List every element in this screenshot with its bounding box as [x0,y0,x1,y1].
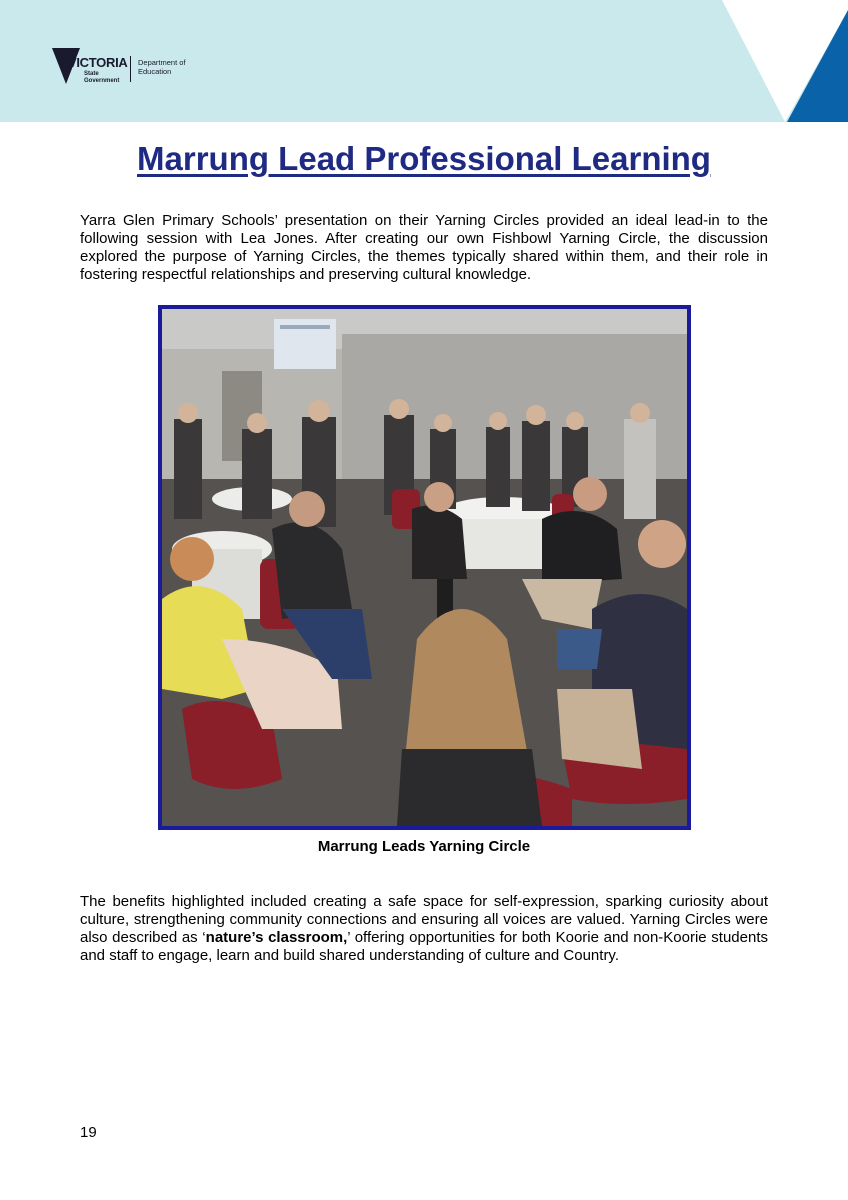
intro-paragraph: Yarra Glen Primary Schools’ presentation on their Yarning Circles provided an ideal lead-in to the following session with Lea Jones. After creating our own Fishbowl Yarning Circle, the discussion explored the purpose of Yarning Circles, the themes typically shared within them, and their role in fostering respectful relationships and preserving cultural knowledge. [80,212,768,283]
logo-divider [130,56,131,82]
yarning-circle-photo [158,305,691,830]
body-paragraph-bold: nature’s classroom, [205,929,348,946]
logo-subtitle: State Government [84,71,120,84]
body-paragraph [80,893,768,965]
body-paragraph-text-2: ’ offering opportunities for both Koorie and non-Koorie students and staff to engage, learn and build shared understanding of culture and Country. [80,929,768,964]
logo-department: Department of Education [138,58,186,76]
page-number: 19 [80,1124,97,1141]
body-paragraph-text-1: The benefits highlighted included creating a safe space for self-expression, sparking curiosity about culture, strengthening community connections and ensuring all voices are valued. Yarning Circles were also described as ‘ [80,893,768,946]
photo-caption: Marrung Leads Yarning Circle [317,838,531,855]
page-title: Marrung Lead Professional Learning [137,140,711,177]
logo-wordmark: VICTORIA [68,55,128,70]
